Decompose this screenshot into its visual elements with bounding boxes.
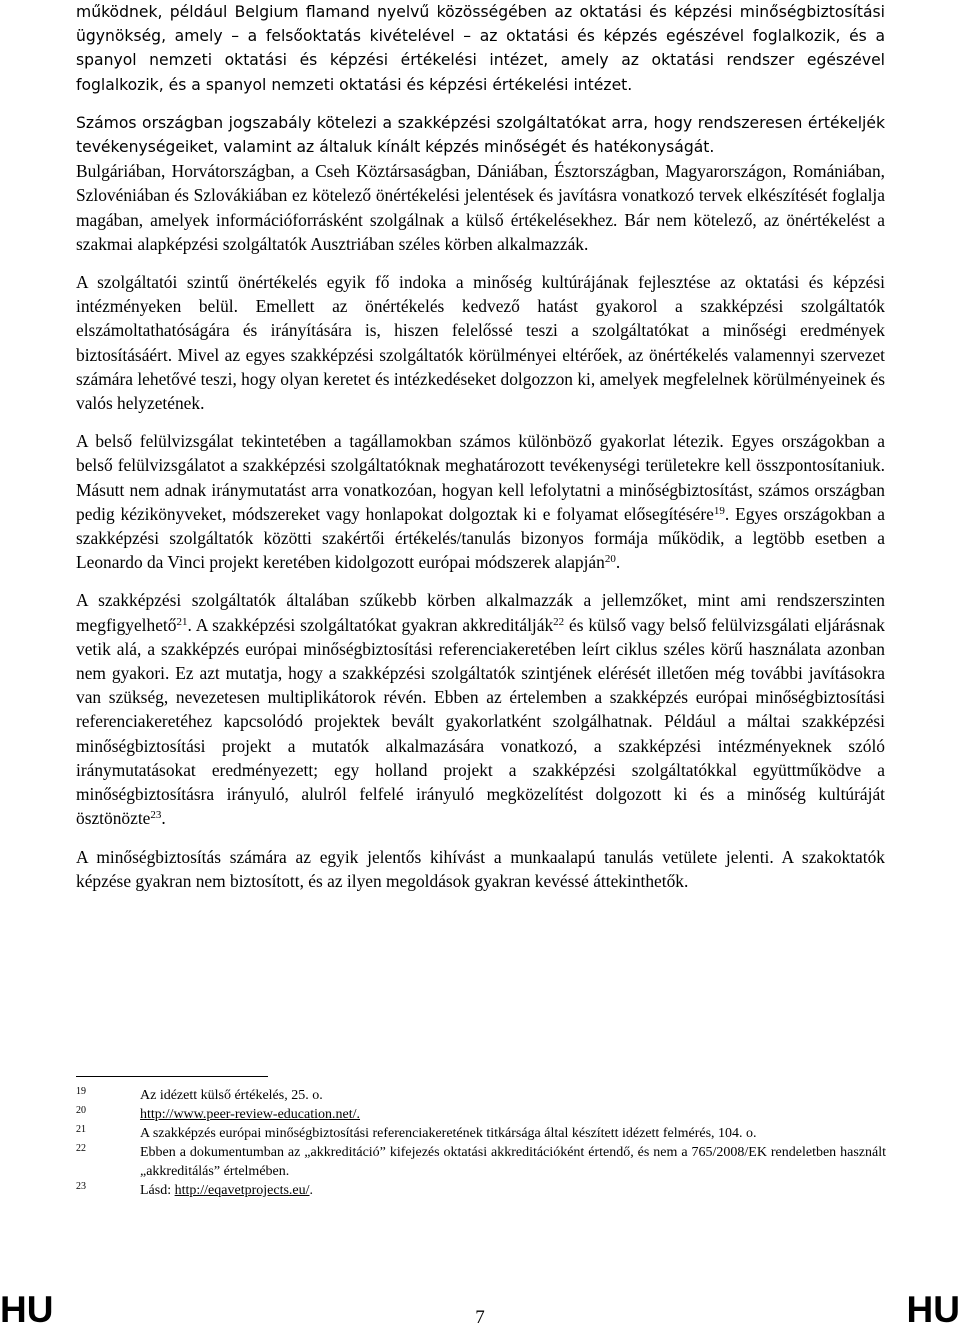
footnote-19 (76, 1086, 886, 1105)
footnote-number: 20 (76, 1105, 86, 1116)
footnote-text: Az idézett külső értékelés, 25. o. (140, 1088, 323, 1103)
footnote-number: 23 (76, 1181, 86, 1192)
footnote-text (140, 1105, 886, 1124)
footnote-number: 19 (76, 1086, 86, 1097)
footnote-ref-22[interactable]: 22 (553, 615, 565, 628)
paragraph-text: . (161, 808, 166, 829)
paragraph-text: működnek, például Belgium flamand nyelvű közösségében az oktatási és képzési minőségbiztosítási ügynökség, amely – a felsőoktatás kivételével – az oktatási és képzés egészével foglalkozik, és a spanyol nemzeti oktatási és képzési értékelési intézet, amely az oktatási rendszer egészével foglalkozik, és a spanyol nemzeti oktatási és képzési értékelési intézet. (76, 3, 885, 94)
footnote-text (140, 1181, 886, 1200)
footnote-22 (76, 1143, 886, 1181)
paragraph-work-based-learning (76, 845, 885, 893)
paragraph-text: A belső felülvizsgálat tekintetében a tagállamokban számos különböző gyakorlat létezik. Egyes országokban a belső felülvizsgálatot a szakképzési szolgáltatóknak meghatározott tevékenységi területekre kell összpontosítaniuk. Másutt nem adnak iránymutatást arra vonatkozóan, hogyan kell lefolytatni a minőségbiztosítást, számos országban pedig kézikönyveket, módszereket vagy honlapokat dolgoztak ki e folyamat elősegítésére (76, 431, 885, 524)
document-body (76, 0, 885, 907)
footnote-link[interactable]: http://eqavetprojects.eu/ (174, 1183, 310, 1198)
footnote-link[interactable]: http://www.peer-review-education.net/. (140, 1107, 361, 1122)
footnote-text: Ebben a dokumentumban az „akkreditáció” kifejezés oktatási akkreditációként értendő, és nem a 765/2008/EK rendeletben használt „akkreditálás” értelmében. (140, 1145, 886, 1179)
footnote-21 (76, 1124, 886, 1143)
paragraph-text: . A szakképzési szolgáltatókat gyakran akkreditálják (187, 614, 554, 635)
footer-language-code-right: HU (906, 1289, 960, 1330)
footnote-number: 22 (76, 1143, 86, 1154)
paragraph-text: . Egyes országokban a szakképzési szolgáltatók közötti szakértői értékelés/tanulás bizonyos formája működik, a legtöbb esetben a Leonardo da Vinci projekt keretében kidolgozott európai módszerek alapján (76, 503, 886, 573)
paragraph-text: A szakképzési szolgáltatók általában szűkebb körben alkalmazzák a jellemzőket, mint ami rendszerszinten megfigyelhető (76, 590, 885, 635)
footnote-suffix: . (309, 1183, 314, 1198)
footnote-ref-20[interactable]: 20 (604, 553, 616, 566)
footnote-20 (76, 1105, 886, 1124)
footnote-text: A szakképzés európai minőségbiztosítási referenciakeretének titkársága által készített idézett felmérés, 104. o. (140, 1126, 757, 1141)
paragraph-internal-review (76, 429, 885, 574)
paragraph-intro-continuation (76, 0, 885, 97)
page-number: 7 (475, 1307, 485, 1328)
paragraph-providers (76, 588, 885, 830)
footnote-prefix: Lásd: (140, 1183, 175, 1198)
footnotes (76, 1086, 886, 1200)
footnote-ref-21[interactable]: 21 (176, 615, 188, 628)
paragraph-country-list (76, 159, 885, 256)
paragraph-text: A minőségbiztosítás számára az egyik jelentős kihívást a munkaalapú tanulás vetülete jelenti. A szakoktatók képzése gyakran nem biztosított, és az ilyen megoldások gyakran kevéssé áttekinthetők. (76, 846, 885, 891)
footer-language-code-left: HU (0, 1289, 54, 1330)
footnote-ref-23[interactable]: 23 (150, 809, 162, 822)
footnote-ref-19[interactable]: 19 (713, 504, 725, 517)
paragraph-text: A szolgáltatói szintű önértékelés egyik fő indoka a minőség kultúrájának fejlesztése az oktatási és képzési intézményeken belül. Emellett az önértékelés kedvező hatást gyakorol a szakképzési szolgáltatók elszámoltathatóságára és irányítására is, hiszen felelőssé teszi a szolgáltatókat a minőségi eredmények biztosításáért. Mivel az egyes szakképzési szolgáltatók körülményei eltérőek, az önértékelés valamennyi szervezet számára lehetővé teszi, hogy olyan keretet és intézkedéseket dolgozzon ki, amelyek megfelelnek körülményeinek és valós helyzetének. (76, 272, 885, 414)
footnote-separator (76, 1076, 268, 1077)
footnote-23 (76, 1181, 886, 1200)
paragraph-self-evaluation (76, 270, 885, 415)
footnote-number: 21 (76, 1124, 86, 1135)
paragraph-legal-obligation (76, 111, 885, 159)
paragraph-text: . (615, 552, 621, 573)
paragraph-text: és külső vagy belső felülvizsgálati eljárásnak vetik alá, a szakképzés európai minőségbiztosítási referenciakeretében leírt ciklus széles körű használata azonban nem gyakori. Ez azt mutatja, hogy a szakképzési szolgáltatók szintjének elérését illetően még további javításokra van szükség, nevezetesen multiplikátorok révén. Ebben az értelemben a szakképzés európai minőségbiztosítási referenciakeretéhez kapcsolódó projektek bevált gyakorlatként szolgálhatnak. Például a máltai szakképzési minőségbiztosítási projekt a mutatók alkalmazására vonatkozó, a szakképzési intézményeknek szóló iránymutatásokat eredményezett; egy holland projekt a szakképzési szolgáltatókkal együttműködve a minőségbiztosításra irányuló, alulról felfelé irányuló megközelítést dolgozott ki és a minőség kultúráját ösztönözte (76, 614, 885, 829)
paragraph-text: Számos országban jogszabály kötelezi a szakképzési szolgáltatókat arra, hogy rendszeresen értékeljék tevékenységeiket, valamint az általuk kínált képzés minőségét és hatékonyságát. (76, 113, 885, 157)
paragraph-text: Bulgáriában, Horvátországban, a Cseh Köztársaságban, Dániában, Észtországban, Magyarországon, Romániában, Szlovéniában és Szlovákiában ez kötelező önértékelési jelentések és javításra vonatkozó tervek elkészítését foglalja magában, amelyek információforrásként szolgálnak a külső értékelésekhez. Bár nem kötelező, az önértékelést a szakmai alapképzési szolgáltatók Ausztriában széles körben alkalmazzák. (76, 161, 885, 254)
